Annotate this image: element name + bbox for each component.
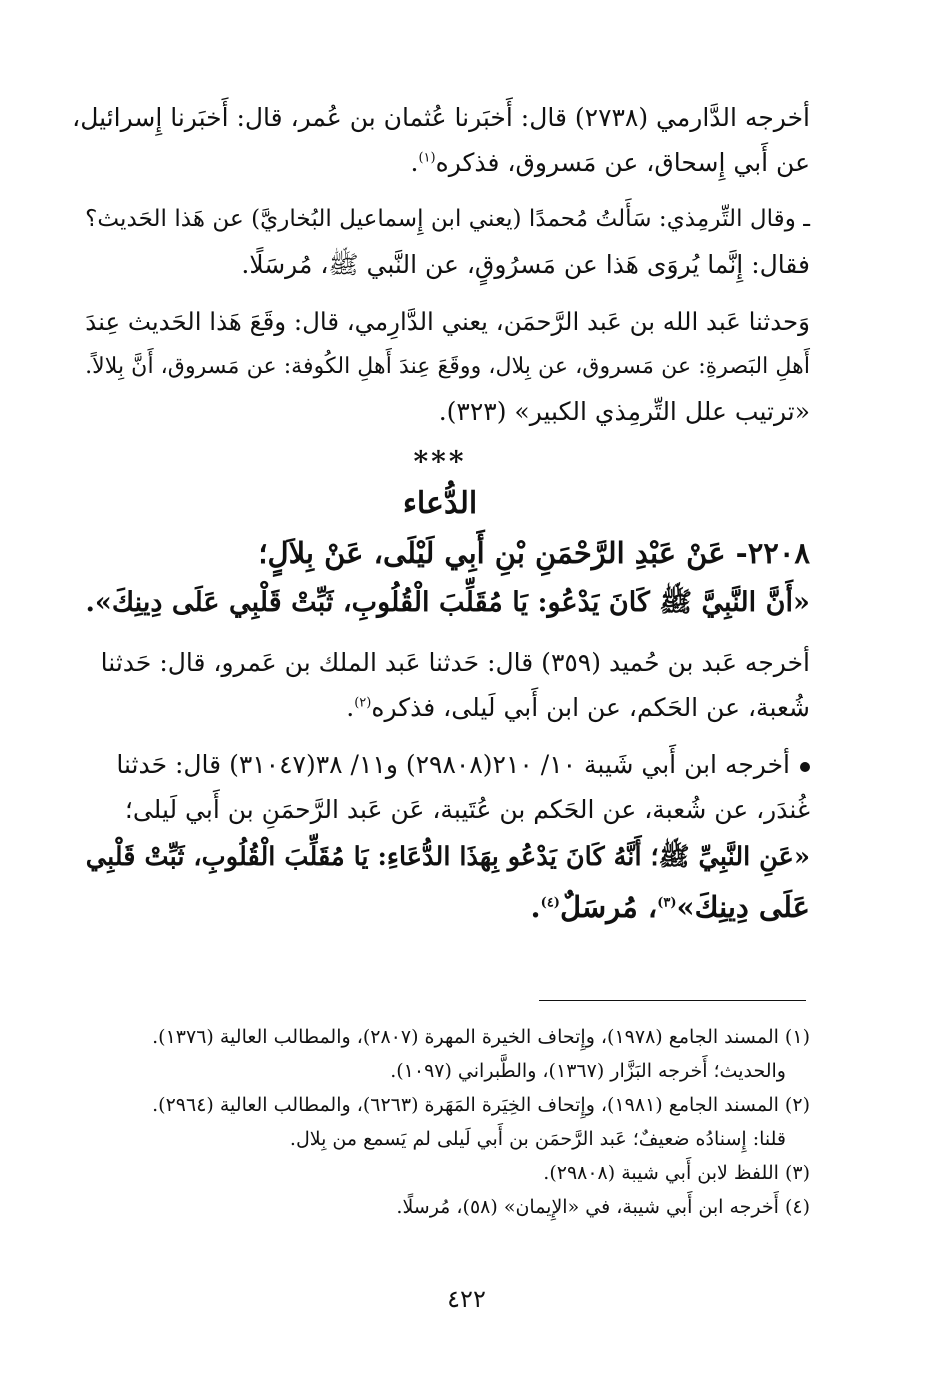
footnote-4: (٤) أَخرجه ابن أَبي شيبة، في «الإِيمان» (٥٨)، مُرسلًا. [396, 1196, 810, 1218]
text-line: عن أَبي إِسحاق، عن مَسروق، فذكره$^{(١)}$. [410, 148, 810, 177]
page-number: ٤٢٢ [447, 1285, 486, 1313]
footnote-ref[interactable]: (٤) [540, 895, 560, 911]
text-line: غُندَر، عن شُعبة، عن الحَكم بن عُتَيبة، عَن عَبد الرَّحمَنِ بن أَبي لَيلى؛ [124, 795, 810, 824]
footnotes [100, 1020, 810, 1224]
text-line: أَهلِ البَصرةِ: عن مَسروق، عن بِلال، ووقَعَ عِندَ أَهلِ الكُوفة: عن مَسروق، أَنَّ بِلالاً. [85, 353, 810, 379]
text-line: ـ وقال التِّرمِذي: سَأَلتُ مُحمدًا (يعني ابن إِسماعيل البُخاريَّ) عن هَذا الحَديث؟ [85, 206, 810, 232]
section-heading: الدُّعاء [402, 486, 478, 521]
footnote-ref[interactable]: (١) [418, 150, 436, 166]
section-divider: *** [413, 445, 467, 478]
footnote-ref[interactable]: (٢) [354, 695, 372, 711]
footnote-2: (٢) المسند الجامع (١٩٨١)، وإِتحاف الخِيَرة المَهَرة (٦٢٦٣)، والمطالب العالية (٢٩٦٤). [152, 1094, 810, 1116]
text-line: «ترتيب علل التِّرمِذي الكبير» (٣٢٣). [438, 397, 810, 426]
text-span: عن أَبي إِسحاق، عن مَسروق، فذكره [435, 148, 810, 177]
text-line [70, 742, 810, 787]
text-line: فقال: إِنَّما يُروَى هَذا عن مَسرُوقٍ، عن النَّبي ﷺ، مُرسَلًا. [241, 250, 810, 279]
footnote-1: (١) المسند الجامع (١٩٧٨)، وإِتحاف الخيرة المهرة (٢٨٠٧)، والمطالب العالية (١٣٧٦). [152, 1026, 810, 1048]
text-span: . [530, 890, 541, 924]
hadith-text-line [70, 882, 810, 932]
footnote-divider [539, 1000, 806, 1001]
main-text [70, 95, 810, 932]
footnote-1-continued: والحديث؛ أَخرجه البَزَّار (١٣٦٧)، والطَّبراني (١٠٩٧). [390, 1060, 786, 1082]
footnote-2-continued: قلنا: إِسنادُه ضعيفٌ؛ عَبد الرَّحمَن بن أَبي لَيلى لم يَسمع من بِلال. [289, 1128, 786, 1150]
hadith-text-line: «أَنَّ النَّبِيَّ ﷺ كَانَ يَدْعُو: يَا مُقَلِّبَ الْقُلُوبِ، ثَبِّتْ قَلْبِي عَلَى دِينِكَ». [85, 587, 810, 618]
text-line: وَحدثنا عَبد الله بن عَبد الرَّحمَن، يعني الدَّارِمي، قال: وقَعَ هَذا الحَديث عِندَ [85, 307, 810, 336]
hadith-text-line: «عَنِ النَّبِيِّ ﷺ؛ أَنَّهُ كَانَ يَدْعُو بِهَذَا الدُّعَاءِ: يَا مُقَلِّبَ الْقُلُوبِ، ثَبِّتْ قَلْبِي [85, 842, 810, 872]
text-line: أخرجه الدَّارمي (٢٧٣٨) قال: أَخبَرنا عُثمان بن عُمر، قال: أَخبَرنا إِسرائيل، [72, 103, 810, 132]
footnote-3: (٣) اللفظ لابن أَبي شيبة (٢٩٨٠٨). [543, 1162, 810, 1184]
text-line: شُعبة، عن الحَكم، عن ابن أَبي لَيلى، فذكره$^{(٢)}$. [346, 693, 810, 722]
text-span: شُعبة، عن الحَكم، عن ابن أَبي لَيلى، فذكره [371, 693, 810, 722]
bullet-icon [800, 762, 810, 772]
text-line: أخرجه عَبد بن حُميد (٣٥٩) قال: حَدثنا عَبد الملك بن عَمرو، قال: حَدثنا [100, 648, 810, 677]
text-span: أخرجه ابن أَبي شَيبة ١٠/ ٢١٠(٢٩٨٠٨) و١١/ ٣٨(٣١٠٤٧) قال: حَدثنا [116, 750, 790, 779]
text-span: عَلَى دِينِكَ» [676, 890, 810, 924]
hadith-number-line: ٢٢٠٨- عَنْ عَبْدِ الرَّحْمَنِ بْنِ أَبِي لَيْلَى، عَنْ بِلاَلٍ؛ [258, 536, 810, 570]
text-span: ، مُرسَلٌ [559, 890, 658, 924]
footnote-ref[interactable]: (٣) [657, 895, 677, 911]
